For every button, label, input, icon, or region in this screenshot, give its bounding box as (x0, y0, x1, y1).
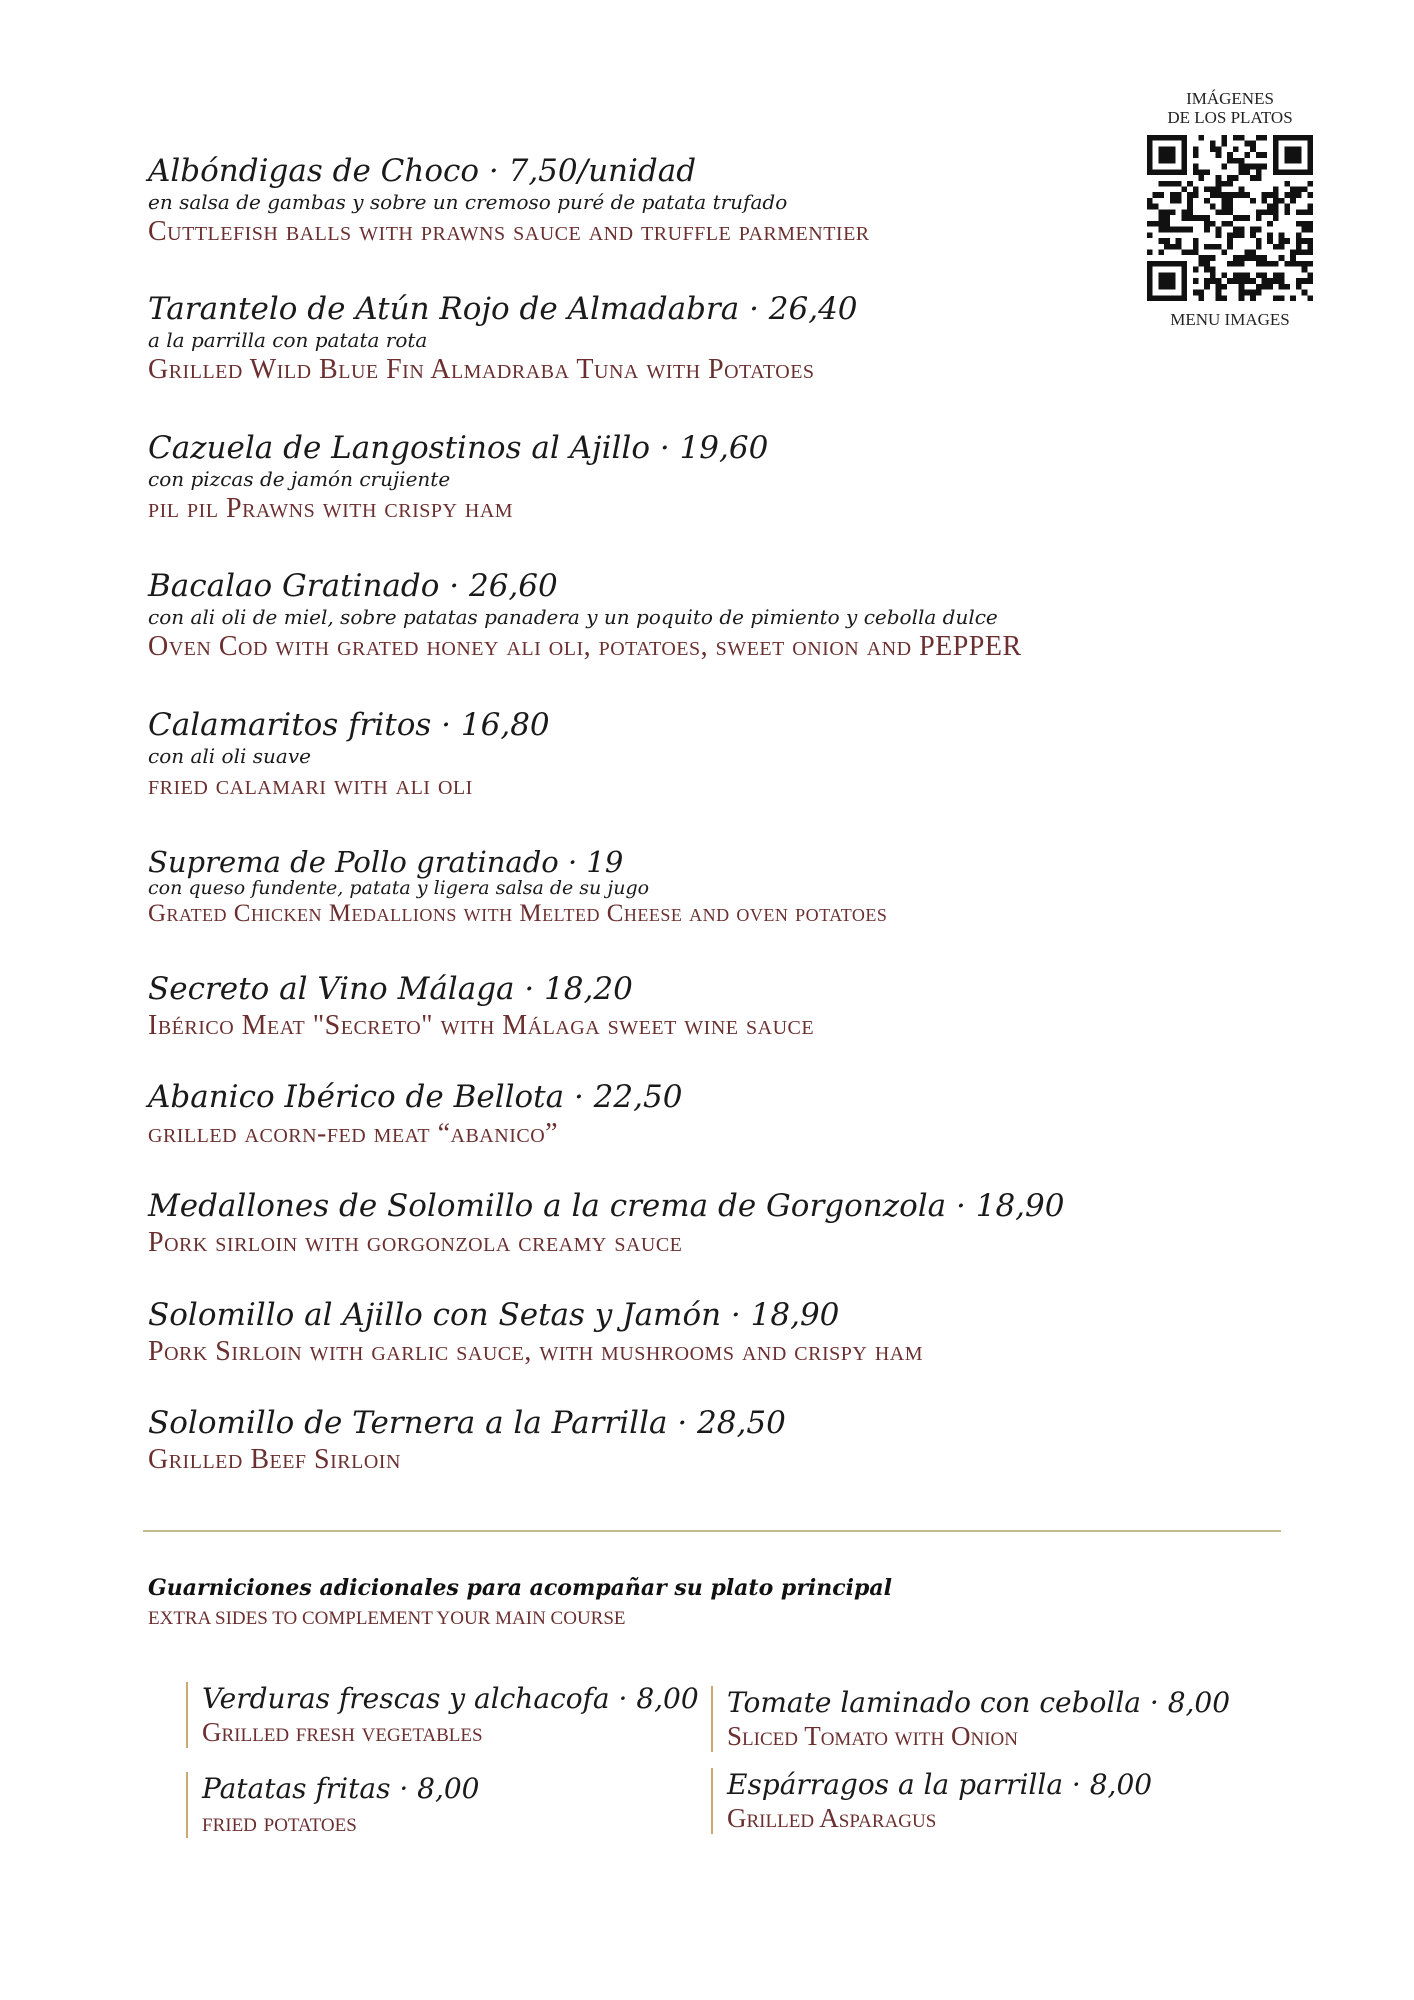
dish-name: Bacalao Gratinado · 26,60 (148, 568, 558, 604)
dish-english-name: Grilled Wild Blue Fin Almadraba Tuna with Potatoes (148, 353, 815, 385)
dish-name: Abanico Ibérico de Bellota · 22,50 (148, 1079, 683, 1115)
qr-code[interactable] (1147, 135, 1313, 301)
section-divider (143, 1530, 1281, 1532)
side-name: Verduras frescas y alchacofa · 8,00 (202, 1682, 699, 1715)
dish-english-name: grilled acorn-fed meat “abanico” (148, 1117, 559, 1149)
dish-english-name: Pork sirloin with gorgonzola creamy sauce (148, 1226, 683, 1258)
dish-description: en salsa de gambas y sobre un cremoso puré de patata trufado (148, 189, 788, 214)
dish-name: Tarantelo de Atún Rojo de Almadabra · 26,40 (148, 291, 858, 327)
qr-top-label-line1: IMÁGENES (1186, 89, 1274, 108)
dish-description: con pizcas de jamón crujiente (148, 466, 451, 491)
dish-item (148, 569, 1148, 664)
dish-description: con ali oli suave (148, 743, 311, 768)
dish-item (148, 292, 1148, 387)
sides-subtitle: EXTRA SIDES TO COMPLEMENT YOUR MAIN COURSE (148, 1608, 626, 1629)
dish-item (148, 846, 1148, 930)
dish-item (148, 972, 1148, 1043)
dish-item (148, 1406, 1148, 1477)
dish-name: Suprema de Pollo gratinado · 19 (148, 845, 624, 879)
dish-description: a la parrilla con patata rota (148, 327, 428, 352)
qr-top-label-line2: DE LOS PLATOS (1167, 107, 1293, 127)
side-english-name: Grilled Asparagus (727, 1802, 937, 1833)
qr-bottom-label: MENU IMAGES (1170, 310, 1290, 330)
qr-code-icon (1147, 135, 1313, 301)
side-name: Tomate laminado con cebolla · 8,00 (727, 1686, 1231, 1719)
side-item (711, 1686, 1231, 1752)
dish-english-name: Grated Chicken Medallions with Melted Cheese and oven potatoes (148, 900, 888, 928)
dish-name: Cazuela de Langostinos al Ajillo · 19,60 (148, 430, 769, 466)
dish-english-name: pil pil Prawns with crispy ham (148, 492, 514, 524)
dish-english-name: Ibérico Meat "Secreto" with Málaga sweet wine sauce (148, 1009, 815, 1041)
side-item (711, 1768, 1207, 1834)
side-name: Patatas fritas · 8,00 (202, 1772, 480, 1805)
dish-description: con queso fundente, patata y ligera salsa de su jugo (148, 877, 650, 900)
dish-name: Medallones de Solomillo a la crema de Gorgonzola · 18,90 (148, 1188, 1065, 1224)
side-english-name: Sliced Tomato with Onion (727, 1720, 1018, 1751)
dish-name: Albóndigas de Choco · 7,50/unidad (148, 153, 697, 189)
dish-item (148, 154, 1148, 249)
dish-item (148, 708, 1148, 803)
dish-item (148, 431, 1148, 526)
side-item (186, 1772, 682, 1838)
dish-english-name: Pork Sirloin with garlic sauce, with mushrooms and crispy ham (148, 1335, 923, 1367)
dish-english-name: Cuttlefish balls with prawns sauce and truffle parmentier (148, 215, 870, 247)
dish-item (148, 1298, 1148, 1369)
side-english-name: fried potatoes (202, 1806, 357, 1837)
dish-item (148, 1189, 1148, 1260)
dish-name: Secreto al Vino Málaga · 18,20 (148, 971, 633, 1007)
side-item (186, 1682, 699, 1748)
dish-item (148, 1080, 1148, 1151)
dish-name: Solomillo de Ternera a la Parrilla · 28,50 (148, 1405, 786, 1441)
dish-english-name: Grilled Beef Sirloin (148, 1443, 401, 1475)
dish-english-name: fried calamari with ali oli (148, 769, 473, 801)
side-english-name: Grilled fresh vegetables (202, 1716, 483, 1747)
qr-block (1130, 90, 1330, 330)
dish-name: Calamaritos fritos · 16,80 (148, 707, 550, 743)
sides-title: Guarniciones adicionales para acompañar su plato principal (148, 1575, 893, 1601)
dish-english-name: Oven Cod with grated honey ali oli, potatoes, sweet onion and PEPPER (148, 630, 1022, 662)
dish-description: con ali oli de miel, sobre patatas panadera y un poquito de pimiento y cebolla dulce (148, 604, 998, 629)
side-name: Espárragos a la parrilla · 8,00 (727, 1768, 1153, 1801)
dish-name: Solomillo al Ajillo con Setas y Jamón · 18,90 (148, 1297, 840, 1333)
